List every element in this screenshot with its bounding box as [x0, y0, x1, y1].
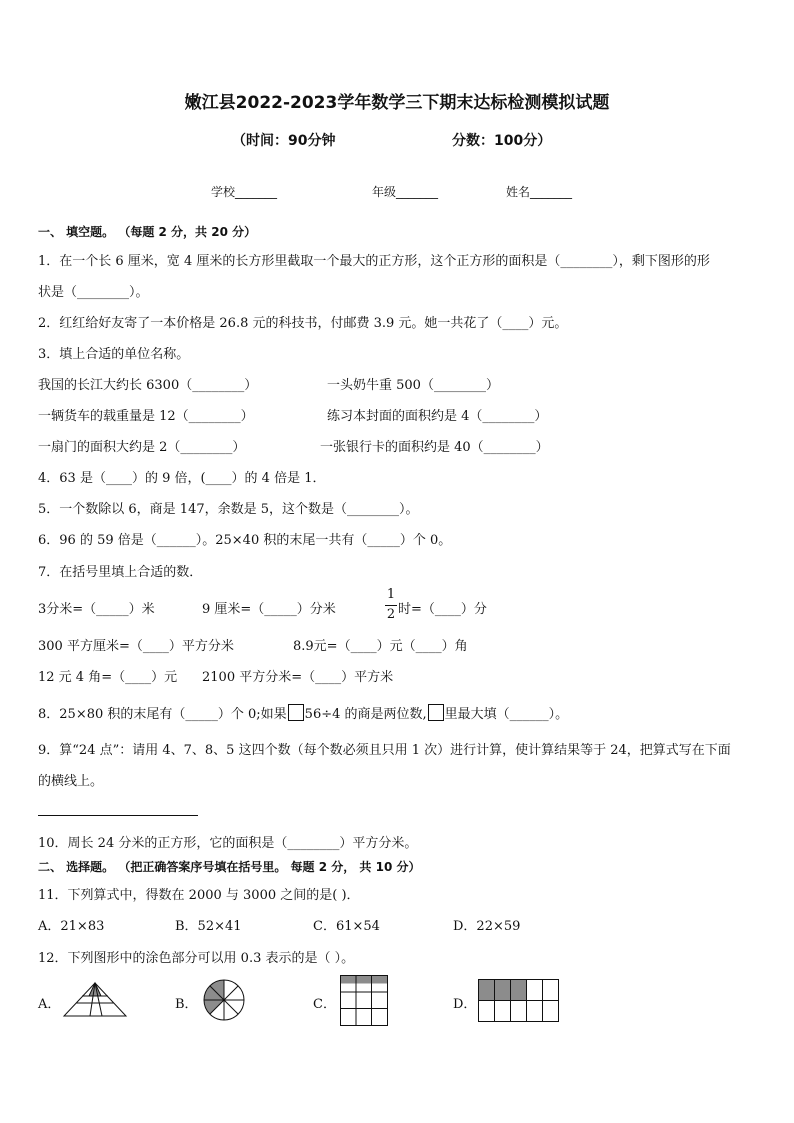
question-8: [38, 703, 568, 722]
question-11: 11．下列算式中，得数在 2000 与 3000 之间的是( )．: [38, 888, 360, 903]
question-7-item: 12 元 4 角=（____）元: [38, 670, 178, 685]
question-12: 12．下列图形中的涂色部分可以用 0.3 表示的是（ ）。: [38, 951, 355, 966]
question-10: 10．周长 24 分米的正方形，它的面积是（________）平方分米。: [38, 836, 418, 851]
question-2: 2．红红给好友寄了一本价格是 26.8 元的科技书，付邮费 3.9 元。她一共花了（____）元。: [38, 316, 568, 331]
question-7-item: 8.9元=（____）元（____）角: [293, 639, 468, 654]
option-d: D．22×59: [453, 919, 521, 934]
fraction-numerator: 1: [386, 587, 396, 602]
question-3-item: 我国的长江大约长 6300（________）: [38, 378, 258, 393]
exam-time: （时间：90分钟: [232, 133, 336, 149]
page-title: 嫩江县2022-2023学年数学三下期末达标检测模拟试题: [184, 93, 610, 113]
question-9-line-1: 9．算“24 点”：请用 4、7、8、5 这四个数（每个数必须且只用 1 次）进行计算，使计算结果等于 24，把算式写在下面: [38, 743, 731, 758]
question-7-item: 2100 平方分米=（____）平方米: [202, 670, 394, 685]
question-7-item: 3分米=（_____）米: [38, 602, 155, 617]
question-3-item: 一扇门的面积大约是 2（________）: [38, 440, 246, 455]
question-6: 6．96 的 59 倍是（______）。25×40 积的末尾一共有（_____）个 0。: [38, 533, 452, 548]
question-7-item: 300 平方厘米=（____）平方分米: [38, 639, 234, 654]
option-a: A．21×83: [38, 919, 105, 934]
question-3-item: 一张银行卡的面积约是 40（________）: [320, 440, 549, 455]
fraction-denominator: 2: [386, 607, 396, 622]
question-7-item: 9 厘米=（_____）分米: [202, 602, 336, 617]
option-a: A．: [38, 997, 61, 1012]
question-1-line-2: 状是（________）。: [38, 285, 149, 300]
grid-figure-d: [478, 979, 559, 1022]
question-3-item: 练习本封面的面积约是 4（________）: [327, 409, 548, 424]
section-2-heading: 二、 选择题。 （把正确答案序号填在括号里。 每题 2 分， 共 10 分）: [38, 860, 421, 874]
option-b: B．52×41: [175, 919, 242, 934]
circle-figure: [202, 978, 246, 1022]
blank-box: [288, 704, 304, 721]
option-c: C．61×54: [313, 919, 380, 934]
answer-line: [38, 815, 198, 816]
option-b: B．: [175, 997, 198, 1012]
question-9-line-2: 的横线上。: [38, 774, 104, 789]
fraction-bar: [385, 605, 397, 606]
grid-figure-c: [340, 975, 388, 1026]
option-d: D．: [453, 997, 477, 1012]
question-7: 7．在括号里填上合适的数．: [38, 565, 203, 580]
school-field[interactable]: 学校_______: [211, 185, 278, 199]
question-3: 3．填上合适的单位名称。: [38, 347, 190, 362]
blank-box: [428, 704, 444, 721]
section-1-heading: 一、 填空题。 （每题 2 分，共 20 分）: [38, 225, 257, 239]
question-4: 4．63 是（____）的 9 倍，(____）的 4 倍是 1．: [38, 471, 326, 486]
exam-score: 分数：100分）: [452, 133, 552, 149]
question-5: 5．一个数除以 6，商是 147，余数是 5，这个数是（________）。: [38, 502, 419, 517]
question-7-item: 时=（____）分: [398, 602, 487, 617]
question-8-part: 56÷4 的商是两位数,: [304, 707, 427, 722]
grade-field[interactable]: 年级_______: [372, 185, 439, 199]
question-8-part: 里最大填（______）。: [444, 707, 569, 722]
name-field[interactable]: 姓名_______: [506, 185, 573, 199]
question-3-item: 一头奶牛重 500（________）: [327, 378, 499, 393]
question-8-part: 8．25×80 积的末尾有（_____）个 0;如果: [38, 707, 287, 722]
option-c: C．: [313, 997, 336, 1012]
question-3-item: 一辆货车的载重量是 12（________）: [38, 409, 254, 424]
triangle-figure: [62, 982, 128, 1018]
question-1-line-1: 1．在一个长 6 厘米，宽 4 厘米的长方形里截取一个最大的正方形，这个正方形的面积是（________），剩下图形的形: [38, 254, 710, 269]
